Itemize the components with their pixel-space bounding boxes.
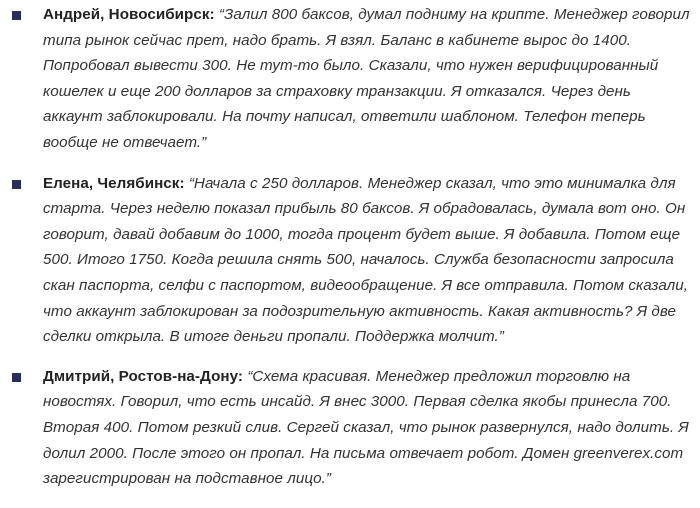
review-quote: “Схема красивая. Менеджер предложил торговлю на новостях. Говорил, что есть инсайд. Я внес 3000. Первая сделка якобы принесла 700. Вторая 400. Потом резкий слив. Сергей сказал, что рынок развернулся, надо долить. Я долил 2000. После этого он пропал. На письма отвечает робот. Домен greenverex.com зарегистрирован на подставное лицо.”: [43, 367, 689, 488]
review-author: Дмитрий, Ростов-на-Дону:: [43, 367, 248, 385]
review-item: [0, 171, 700, 350]
square-bullet-icon: [12, 180, 21, 189]
review-author: Елена, Челябинск:: [43, 174, 189, 192]
review-quote: “Начала с 250 долларов. Менеджер сказал, что это минималка для старта. Через неделю показал прибыль 80 баксов. Я обрадовалась, думала вот оно. Он говорит, давай добавим до 1000, тогда процент будет выше. Я добавила. Потом еще 500. Итого 1750. Когда решила снять 500, началось. Служба безопасности запросила скан паспорта, селфи с паспортом, видеообращение. Я все отправила. Потом сказали, что аккаунт заблокирован за подозрительную активность. Какая активность? Я две сделки открыла. В итоге деньги пропали. Поддержка молчит.”: [43, 174, 689, 346]
review-item: [0, 364, 700, 492]
square-bullet-icon: [12, 11, 21, 20]
review-quote: “Залил 800 баксов, думал подниму на крипте. Менеджер говорил типа рынок сейчас прет, надо брать. Я взял. Баланс в кабинете вырос до 1400. Попробовал вывести 300. Не тут-то было. Сказали, что нужен верифицированный кошелек и еще 200 долларов за страховку транзакции. Я отказался. Через день аккаунт заблокировали. На почту написал, ответили шаблоном. Телефон теперь вообще не отвечает.”: [43, 6, 690, 151]
review-item: [0, 0, 700, 156]
square-bullet-icon: [12, 373, 21, 382]
review-author: Андрей, Новосибирск:: [43, 6, 219, 23]
